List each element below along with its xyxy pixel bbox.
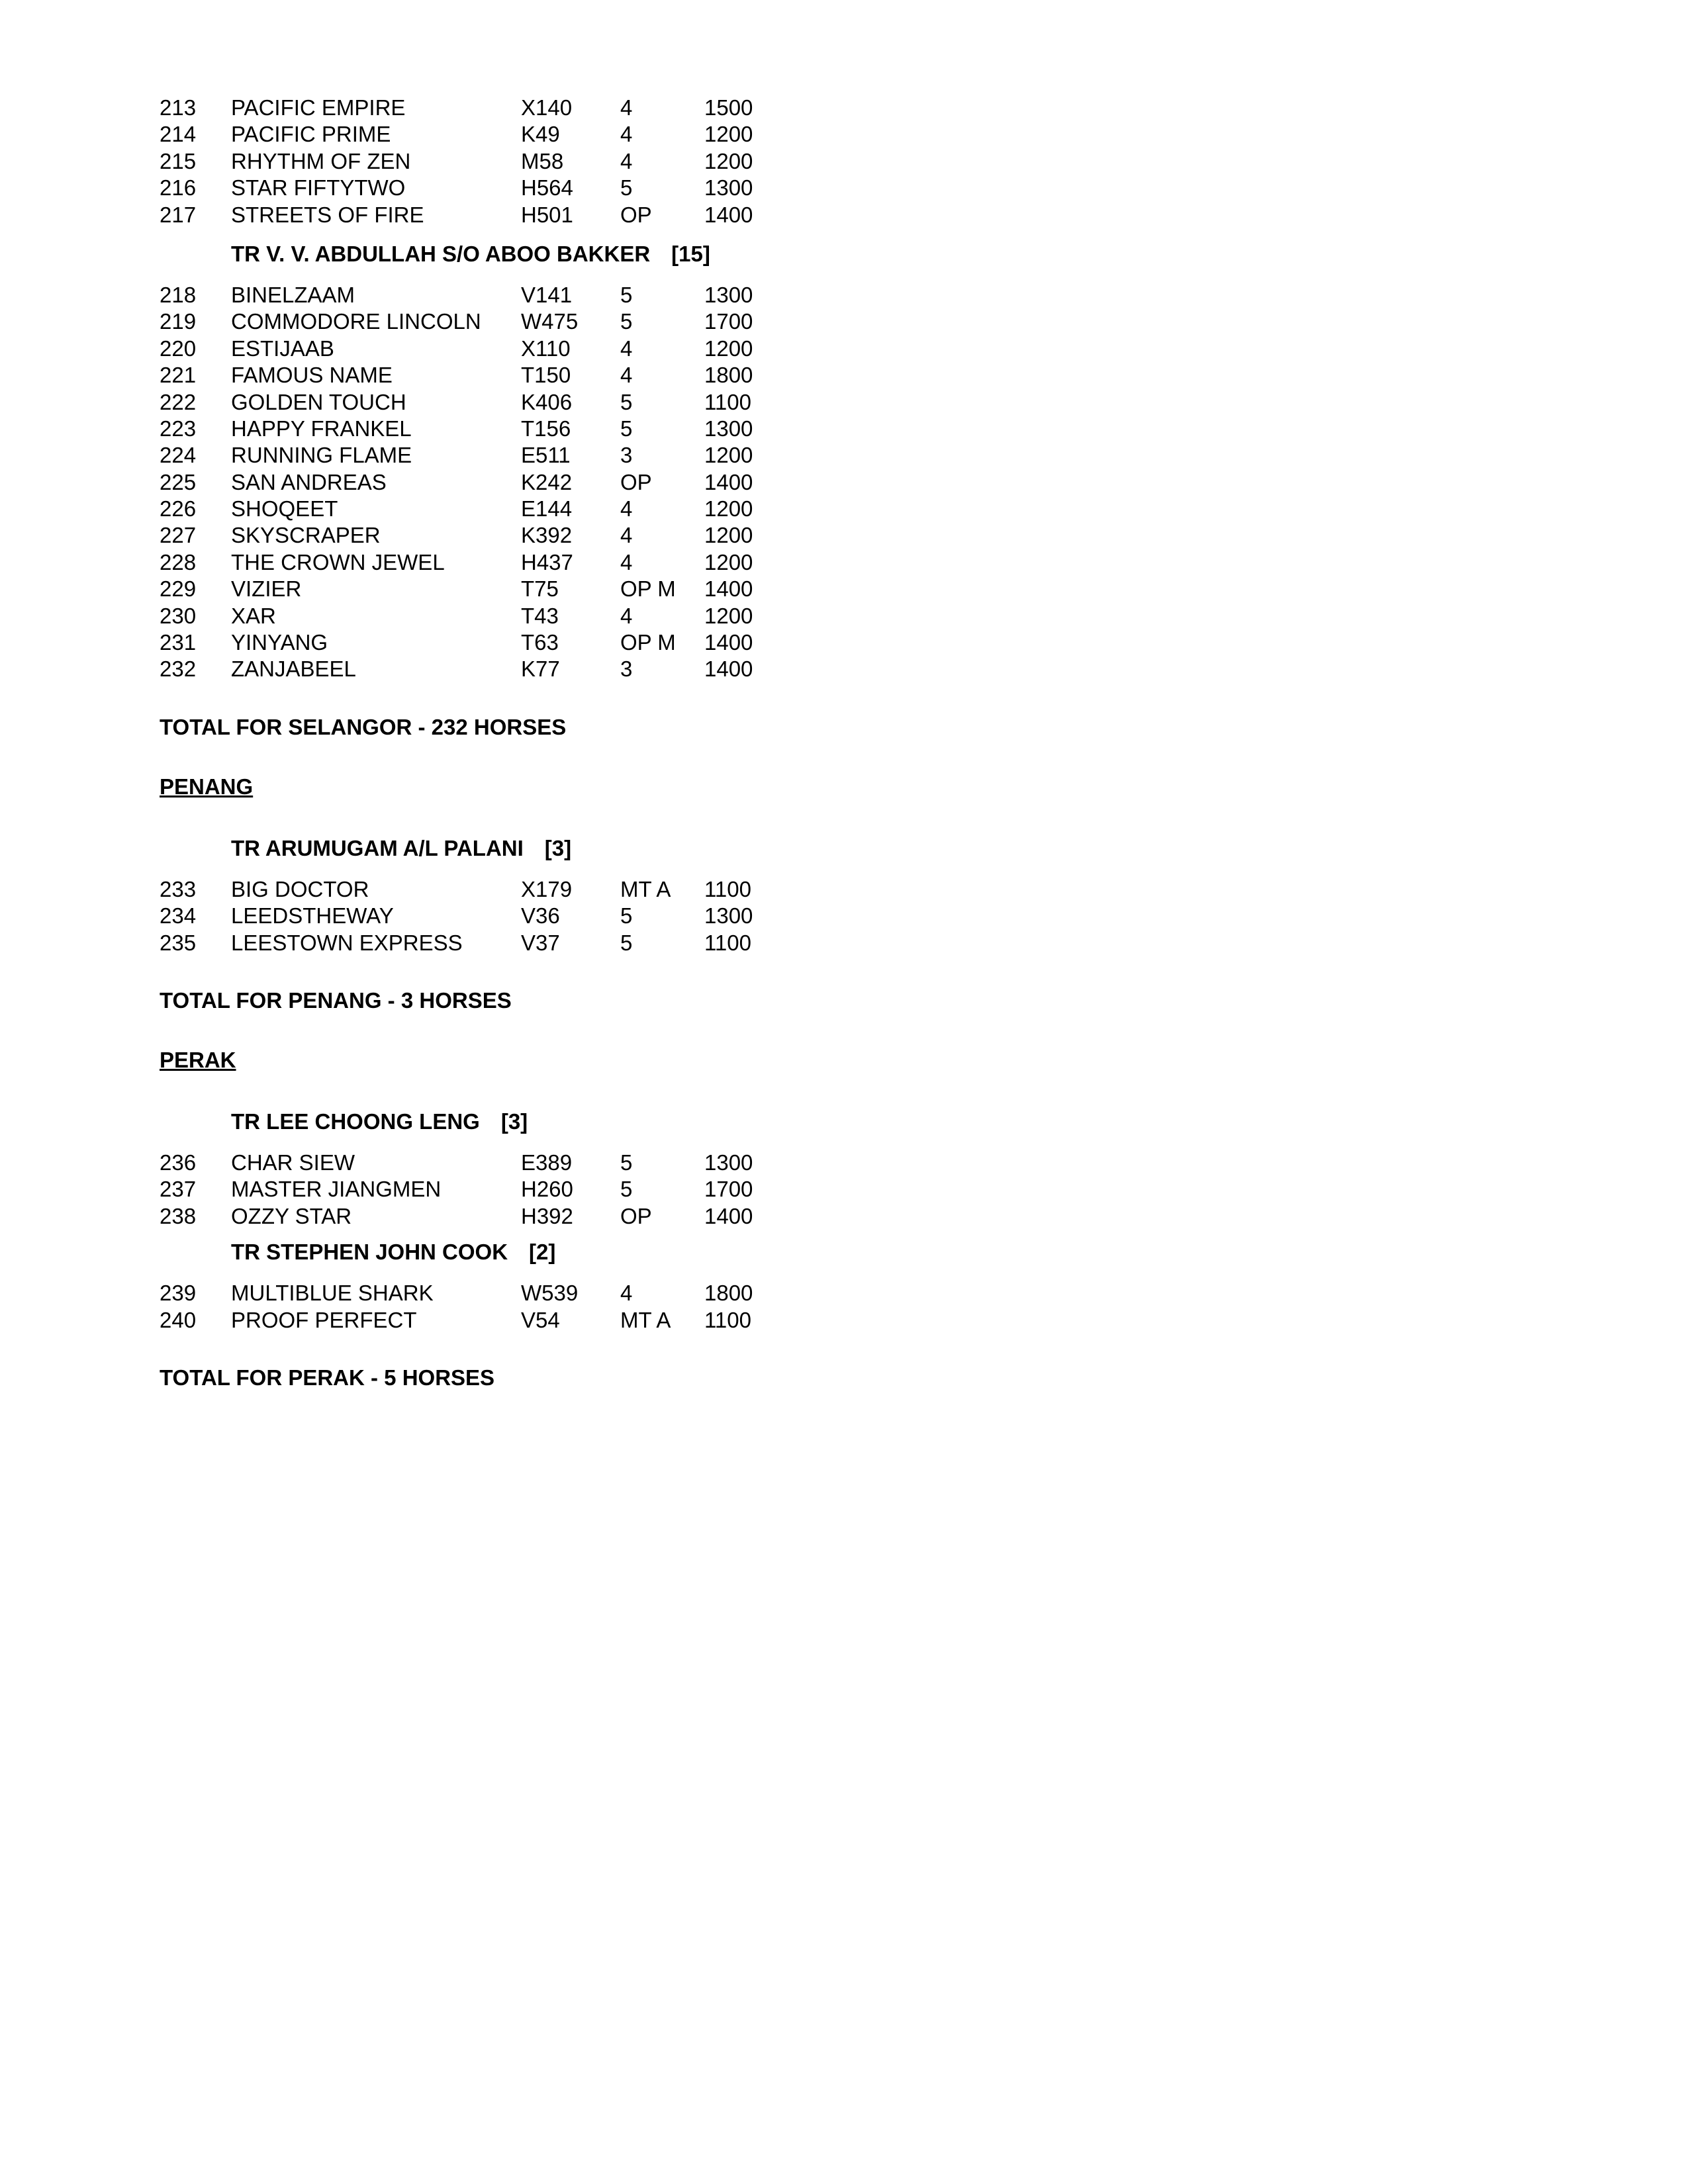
horse-number: 227 [160, 523, 197, 548]
horse-row [160, 903, 821, 929]
horse-row [160, 202, 821, 228]
horse-distance: 1800 [704, 363, 753, 388]
horse-rating: 5 [620, 175, 633, 201]
horse-row [160, 549, 821, 576]
horse-rating: OP M [620, 576, 676, 602]
horse-rating: 5 [620, 930, 633, 955]
horse-name: STAR FIFTYTWO [231, 175, 406, 201]
horse-code: H260 [521, 1177, 573, 1202]
horse-name: HAPPY FRANKEL [231, 416, 412, 441]
horse-list [160, 95, 821, 1391]
horse-number: 238 [160, 1203, 197, 1228]
horse-name: ZANJABEEL [231, 657, 356, 682]
horse-row [160, 469, 821, 496]
horse-code: M58 [521, 148, 564, 173]
horse-row [160, 175, 821, 201]
horse-row [160, 121, 821, 148]
horse-row [160, 522, 821, 549]
horse-rating: 5 [620, 1150, 633, 1175]
trainer-heading [231, 241, 821, 267]
horse-name: SKYSCRAPER [231, 523, 381, 548]
horse-rating: 4 [620, 122, 633, 147]
horse-name: BIG DOCTOR [231, 876, 369, 901]
state-heading: PERAK [160, 1047, 236, 1072]
horse-code: V141 [521, 282, 573, 307]
horse-rating: 5 [620, 416, 633, 441]
rows-block [160, 1150, 821, 1230]
horse-rating: 5 [620, 282, 633, 307]
horse-code: T43 [521, 603, 559, 628]
horse-rating: 4 [620, 336, 633, 361]
horse-name: XAR [231, 603, 276, 628]
horse-row [160, 1150, 821, 1176]
horse-distance: 1500 [704, 95, 753, 120]
horse-name: ESTIJAAB [231, 336, 334, 361]
horse-distance: 1700 [704, 309, 753, 334]
horse-rating: OP [620, 1203, 652, 1228]
trainer-horse-count: [15] [671, 241, 710, 266]
horse-number: 240 [160, 1307, 197, 1332]
horse-number: 234 [160, 903, 197, 929]
trainer-heading [231, 1239, 821, 1265]
horse-row [160, 1176, 821, 1203]
horse-code: T75 [521, 576, 559, 602]
rows-block [160, 876, 821, 956]
horse-number: 216 [160, 175, 197, 201]
horse-rating: 4 [620, 1281, 633, 1306]
horse-distance: 1400 [704, 576, 753, 602]
horse-distance: 1200 [704, 122, 753, 147]
horse-name: PACIFIC EMPIRE [231, 95, 406, 120]
horse-distance: 1400 [704, 657, 753, 682]
horse-number: 231 [160, 630, 197, 655]
horse-row [160, 930, 821, 956]
horse-code: T150 [521, 363, 571, 388]
horse-number: 235 [160, 930, 197, 955]
horse-distance: 1100 [704, 1307, 751, 1332]
horse-code: W539 [521, 1281, 579, 1306]
horse-name: VIZIER [231, 576, 302, 602]
horse-number: 221 [160, 363, 197, 388]
horse-name: STREETS OF FIRE [231, 202, 424, 227]
horse-distance: 1400 [704, 1203, 753, 1228]
horse-distance: 1300 [704, 1150, 753, 1175]
horse-name: RHYTHM OF ZEN [231, 148, 411, 173]
horse-distance: 1300 [704, 416, 753, 441]
horse-name: YINYANG [231, 630, 328, 655]
horse-name: RUNNING FLAME [231, 443, 412, 468]
horse-row [160, 95, 821, 121]
trainer-name: TR V. V. ABDULLAH S/O ABOO BAKKER [231, 241, 651, 266]
horse-number: 222 [160, 389, 197, 414]
horse-code: X140 [521, 95, 573, 120]
horse-row [160, 148, 821, 175]
horse-code: K49 [521, 122, 560, 147]
horse-number: 237 [160, 1177, 197, 1202]
horse-code: H501 [521, 202, 573, 227]
horse-distance: 1200 [704, 523, 753, 548]
trainer-name: TR ARUMUGAM A/L PALANI [231, 835, 524, 860]
horse-code: E511 [521, 443, 571, 468]
horse-rating: 3 [620, 657, 633, 682]
horse-rating: 3 [620, 443, 633, 468]
rows-block [160, 1280, 821, 1334]
horse-row [160, 442, 821, 469]
horse-name: COMMODORE LINCOLN [231, 309, 481, 334]
rows-block [160, 282, 821, 683]
horse-code: X179 [521, 876, 573, 901]
trainer-heading [231, 1109, 821, 1135]
horse-number: 229 [160, 576, 197, 602]
horse-name: LEEDSTHEWAY [231, 903, 394, 929]
horse-distance: 1400 [704, 202, 753, 227]
horse-row [160, 656, 821, 682]
trainer-horse-count: [3] [500, 1109, 528, 1134]
horse-distance: 1200 [704, 148, 753, 173]
state-heading: PENANG [160, 774, 254, 799]
horse-row [160, 876, 821, 903]
horse-name: CHAR SIEW [231, 1150, 355, 1175]
horse-number: 225 [160, 469, 197, 494]
horse-distance: 1200 [704, 549, 753, 574]
rows-block [160, 95, 821, 228]
horse-code: K392 [521, 523, 573, 548]
horse-code: T63 [521, 630, 559, 655]
horse-distance: 1200 [704, 443, 753, 468]
horse-distance: 1700 [704, 1177, 753, 1202]
horse-code: E144 [521, 496, 573, 522]
horse-distance: 1800 [704, 1281, 753, 1306]
horse-rating: 4 [620, 523, 633, 548]
horse-row [160, 308, 821, 335]
horse-rating: 5 [620, 389, 633, 414]
horse-name: LEESTOWN EXPRESS [231, 930, 463, 955]
horse-distance: 1200 [704, 496, 753, 522]
horse-number: 232 [160, 657, 197, 682]
horse-rating: 4 [620, 95, 633, 120]
horse-code: X110 [521, 336, 571, 361]
horse-code: W475 [521, 309, 579, 334]
horse-code: H564 [521, 175, 573, 201]
trainer-name: TR STEPHEN JOHN COOK [231, 1240, 508, 1265]
horse-code: K77 [521, 657, 560, 682]
horse-rating: OP [620, 469, 652, 494]
horse-number: 233 [160, 876, 197, 901]
horse-number: 220 [160, 336, 197, 361]
horse-row [160, 389, 821, 416]
horse-code: V54 [521, 1307, 560, 1332]
horse-number: 214 [160, 122, 197, 147]
horse-row [160, 576, 821, 602]
horse-number: 224 [160, 443, 197, 468]
horse-code: H437 [521, 549, 573, 574]
horse-row [160, 282, 821, 308]
horse-row [160, 362, 821, 388]
horse-row [160, 629, 821, 656]
horse-rating: 5 [620, 309, 633, 334]
horse-rating: 4 [620, 496, 633, 522]
horse-name: GOLDEN TOUCH [231, 389, 406, 414]
state-total: TOTAL FOR PENANG - 3 HORSES [160, 987, 512, 1013]
state-total: TOTAL FOR SELANGOR - 232 HORSES [160, 714, 567, 739]
horse-name: OZZY STAR [231, 1203, 352, 1228]
horse-number: 223 [160, 416, 197, 441]
horse-name: SHOQEET [231, 496, 338, 522]
horse-number: 219 [160, 309, 197, 334]
horse-rating: MT A [620, 876, 671, 901]
horse-number: 215 [160, 148, 197, 173]
horse-rating: 4 [620, 148, 633, 173]
horse-name: SAN ANDREAS [231, 469, 387, 494]
horse-rating: 4 [620, 363, 633, 388]
horse-code: V36 [521, 903, 560, 929]
trainer-horse-count: [2] [529, 1240, 556, 1265]
horse-number: 217 [160, 202, 197, 227]
horse-number: 226 [160, 496, 197, 522]
horse-code: K406 [521, 389, 573, 414]
horse-code: K242 [521, 469, 573, 494]
horse-name: PROOF PERFECT [231, 1307, 417, 1332]
horse-rating: 4 [620, 603, 633, 628]
horse-row [160, 416, 821, 442]
horse-distance: 1100 [704, 389, 751, 414]
horse-distance: 1100 [704, 876, 751, 901]
horse-row [160, 1203, 821, 1230]
horse-number: 230 [160, 603, 197, 628]
trainer-horse-count: [3] [544, 835, 572, 860]
horse-distance: 1100 [704, 930, 751, 955]
horse-row [160, 496, 821, 522]
horse-distance: 1300 [704, 903, 753, 929]
trainer-heading [231, 835, 821, 862]
horse-distance: 1200 [704, 336, 753, 361]
horse-number: 213 [160, 95, 197, 120]
horse-name: BINELZAAM [231, 282, 355, 307]
horse-name: THE CROWN JEWEL [231, 549, 445, 574]
horse-row [160, 336, 821, 362]
horse-name: MASTER JIANGMEN [231, 1177, 442, 1202]
trainer-name: TR LEE CHOONG LENG [231, 1109, 480, 1134]
horse-number: 218 [160, 282, 197, 307]
horse-row [160, 603, 821, 629]
horse-row [160, 1280, 821, 1306]
horse-code: V37 [521, 930, 560, 955]
horse-number: 228 [160, 549, 197, 574]
horse-distance: 1200 [704, 603, 753, 628]
horse-distance: 1400 [704, 469, 753, 494]
horse-name: MULTIBLUE SHARK [231, 1281, 434, 1306]
horse-rating: OP [620, 202, 652, 227]
horse-rating: OP M [620, 630, 676, 655]
horse-row [160, 1307, 821, 1334]
horse-code: T156 [521, 416, 571, 441]
horse-number: 239 [160, 1281, 197, 1306]
state-total: TOTAL FOR PERAK - 5 HORSES [160, 1365, 495, 1390]
horse-distance: 1400 [704, 630, 753, 655]
horse-rating: 4 [620, 549, 633, 574]
horse-code: E389 [521, 1150, 573, 1175]
horse-name: FAMOUS NAME [231, 363, 393, 388]
horse-rating: 5 [620, 1177, 633, 1202]
horse-number: 236 [160, 1150, 197, 1175]
horse-name: PACIFIC PRIME [231, 122, 391, 147]
horse-rating: MT A [620, 1307, 671, 1332]
horse-code: H392 [521, 1203, 573, 1228]
horse-rating: 5 [620, 903, 633, 929]
horse-distance: 1300 [704, 282, 753, 307]
horse-distance: 1300 [704, 175, 753, 201]
